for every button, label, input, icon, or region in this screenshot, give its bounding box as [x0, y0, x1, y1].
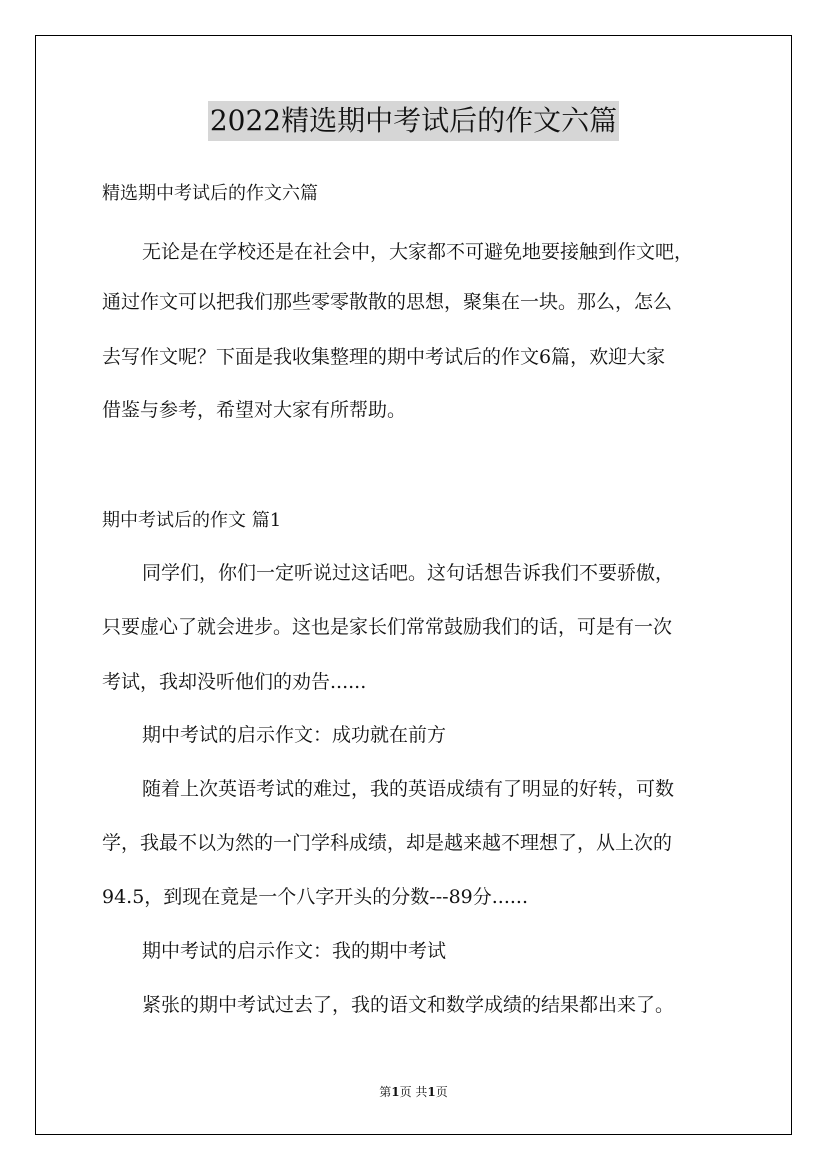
- intro-line-2: 通过作文可以把我们那些零零散散的思想，聚集在一块。那么，怎么: [102, 291, 673, 313]
- intro-line-4: 借鉴与参考，希望对大家有所帮助。: [102, 399, 407, 421]
- paragraph-line: 紧张的期中考试过去了，我的语文和数学成绩的结果都出来了。: [142, 994, 675, 1016]
- subtitle: 精选期中考试后的作文六篇: [102, 183, 318, 204]
- paragraph-line: 只要虚心了就会进步。这也是家长们常常鼓励我们的话，可是有一次: [102, 616, 673, 638]
- paragraph-line: 随着上次英语考试的难过，我的英语成绩有了明显的好转，可数: [142, 778, 675, 800]
- paragraph-line: 考试，我却没听他们的劝告......: [102, 671, 367, 693]
- intro-line-1: 无论是在学校还是在社会中，大家都不可避免地要接触到作文吧，: [142, 241, 694, 263]
- page-footer: [0, 1084, 827, 1100]
- paragraph-line: 同学们，你们一定听说过这话吧。这句话想告诉我们不要骄傲，: [142, 562, 675, 584]
- paragraph-line: 94.5，到现在竟是一个八字开头的分数---89分......: [102, 886, 528, 908]
- sub-heading: 期中考试的启示作文：成功就在前方: [142, 724, 447, 746]
- intro-line-3: 去写作文呢？下面是我收集整理的期中考试后的作文6篇，欢迎大家: [102, 346, 666, 368]
- paragraph-line: 学，我最不以为然的一门学科成绩，却是越来越不理想了，从上次的: [102, 832, 673, 854]
- sub-heading: 期中考试的启示作文：我的期中考试: [142, 940, 447, 962]
- section-heading: 期中考试后的作文 篇1: [102, 510, 282, 531]
- footer-suffix: 页: [435, 1085, 448, 1099]
- footer-total-pages: 1: [427, 1085, 436, 1099]
- document-title: 2022精选期中考试后的作文六篇: [208, 101, 619, 141]
- footer-mid: 页 共: [399, 1085, 428, 1099]
- footer-prefix: 第: [379, 1085, 392, 1099]
- title-container: [0, 101, 827, 141]
- footer-page-number: 1: [391, 1085, 400, 1099]
